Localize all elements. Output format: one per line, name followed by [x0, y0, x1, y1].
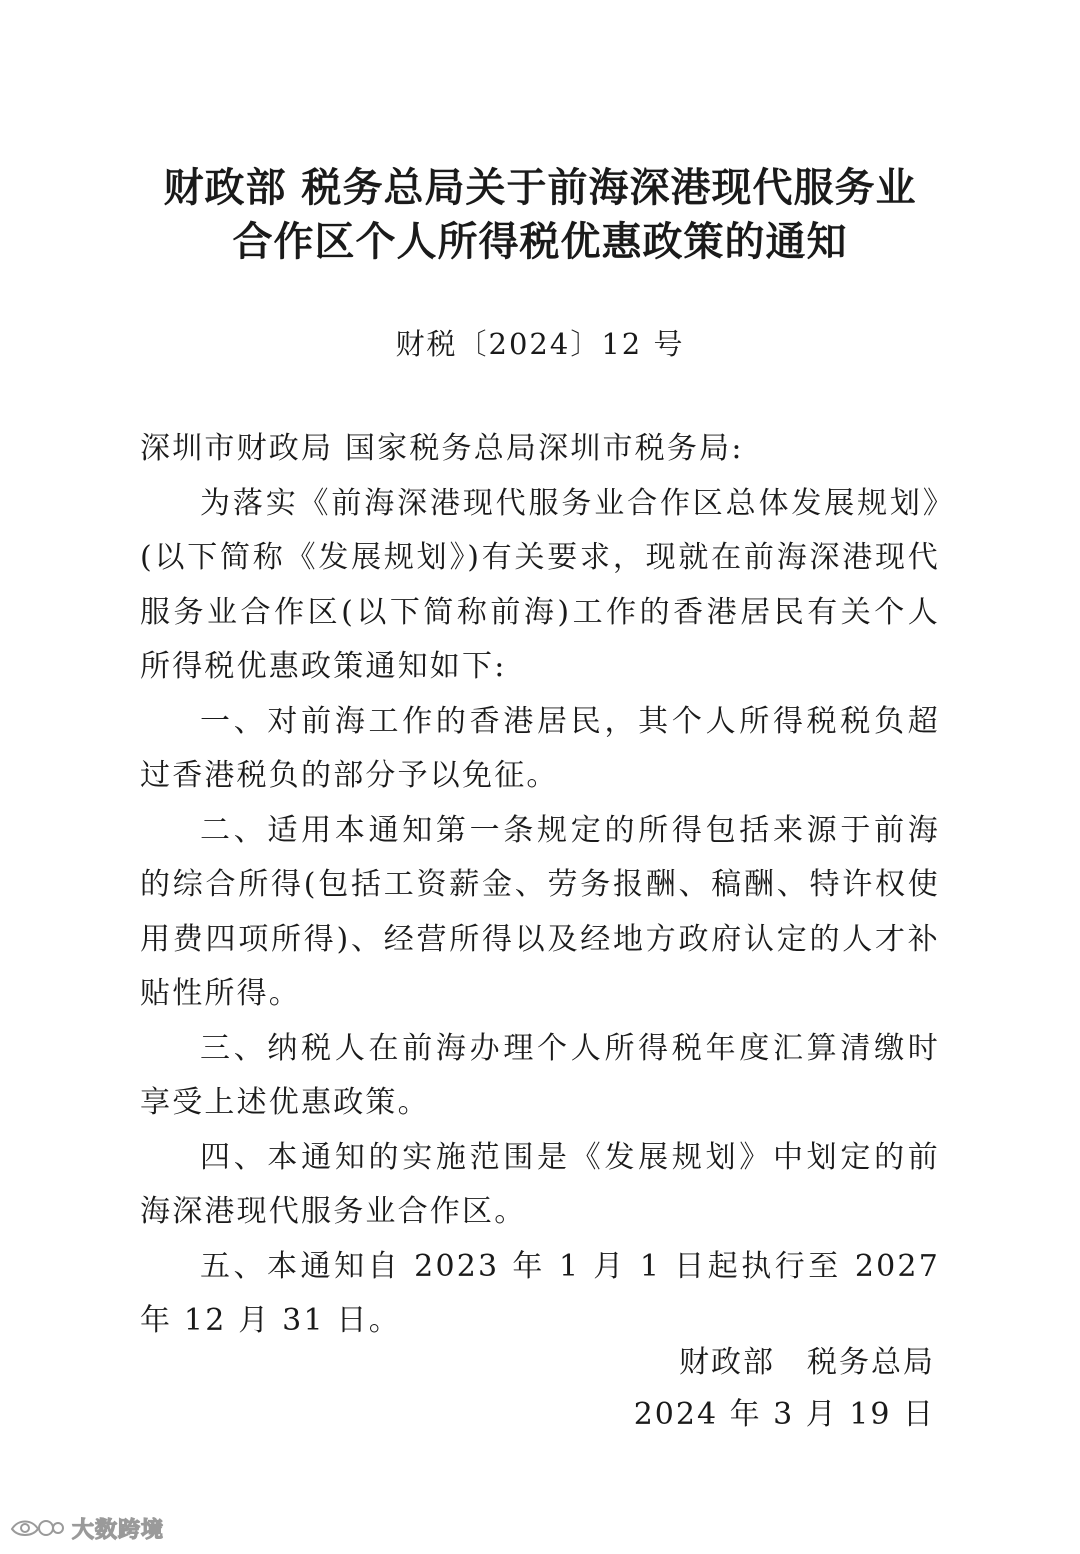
intro-paragraph: 为落实《前海深港现代服务业合作区总体发展规划》(以下简称《发展规划》)有关要求，现就在前海深港现代服务业合作区(以下简称前海)工作的香港居民有关个人所得税优惠政策通知如下: — [140, 485, 940, 684]
document-number: 财税〔2024〕12 号 — [395, 327, 685, 361]
addressee: 深圳市财政局 国家税务总局深圳市税务局: — [140, 431, 744, 466]
clause-5: 五、本通知自 2023 年 1 月 1 日起执行至 2027 年 12 月 31 日。 — [140, 1248, 940, 1338]
clause-3: 三、纳税人在前海办理个人所得税年度汇算清缴时享受上述优惠政策。 — [140, 1030, 940, 1120]
document-title-line-1: 财政部 税务总局关于前海深港现代服务业 — [163, 165, 917, 211]
document-body — [140, 422, 940, 1349]
clause-1: 一、对前海工作的香港居民，其个人所得税税负超过香港税负的部分予以免征。 — [140, 703, 940, 793]
document-title-line-2: 合作区个人所得税优惠政策的通知 — [232, 219, 848, 265]
watermark — [8, 1510, 164, 1546]
eye-logo-icon — [8, 1515, 66, 1541]
signature-organization: 财政部 税务总局 — [679, 1345, 935, 1380]
clause-4: 四、本通知的实施范围是《发展规划》中划定的前海深港现代服务业合作区。 — [140, 1139, 940, 1229]
watermark-text: 大数跨境 — [72, 1517, 165, 1543]
clause-2: 二、适用本通知第一条规定的所得包括来源于前海的综合所得(包括工资薪金、劳务报酬、稿酬、特许权使用费四项所得)、经营所得以及经地方政府认定的人才补贴性所得。 — [140, 812, 940, 1011]
signature-date: 2024 年 3 月 19 日 — [633, 1397, 935, 1432]
